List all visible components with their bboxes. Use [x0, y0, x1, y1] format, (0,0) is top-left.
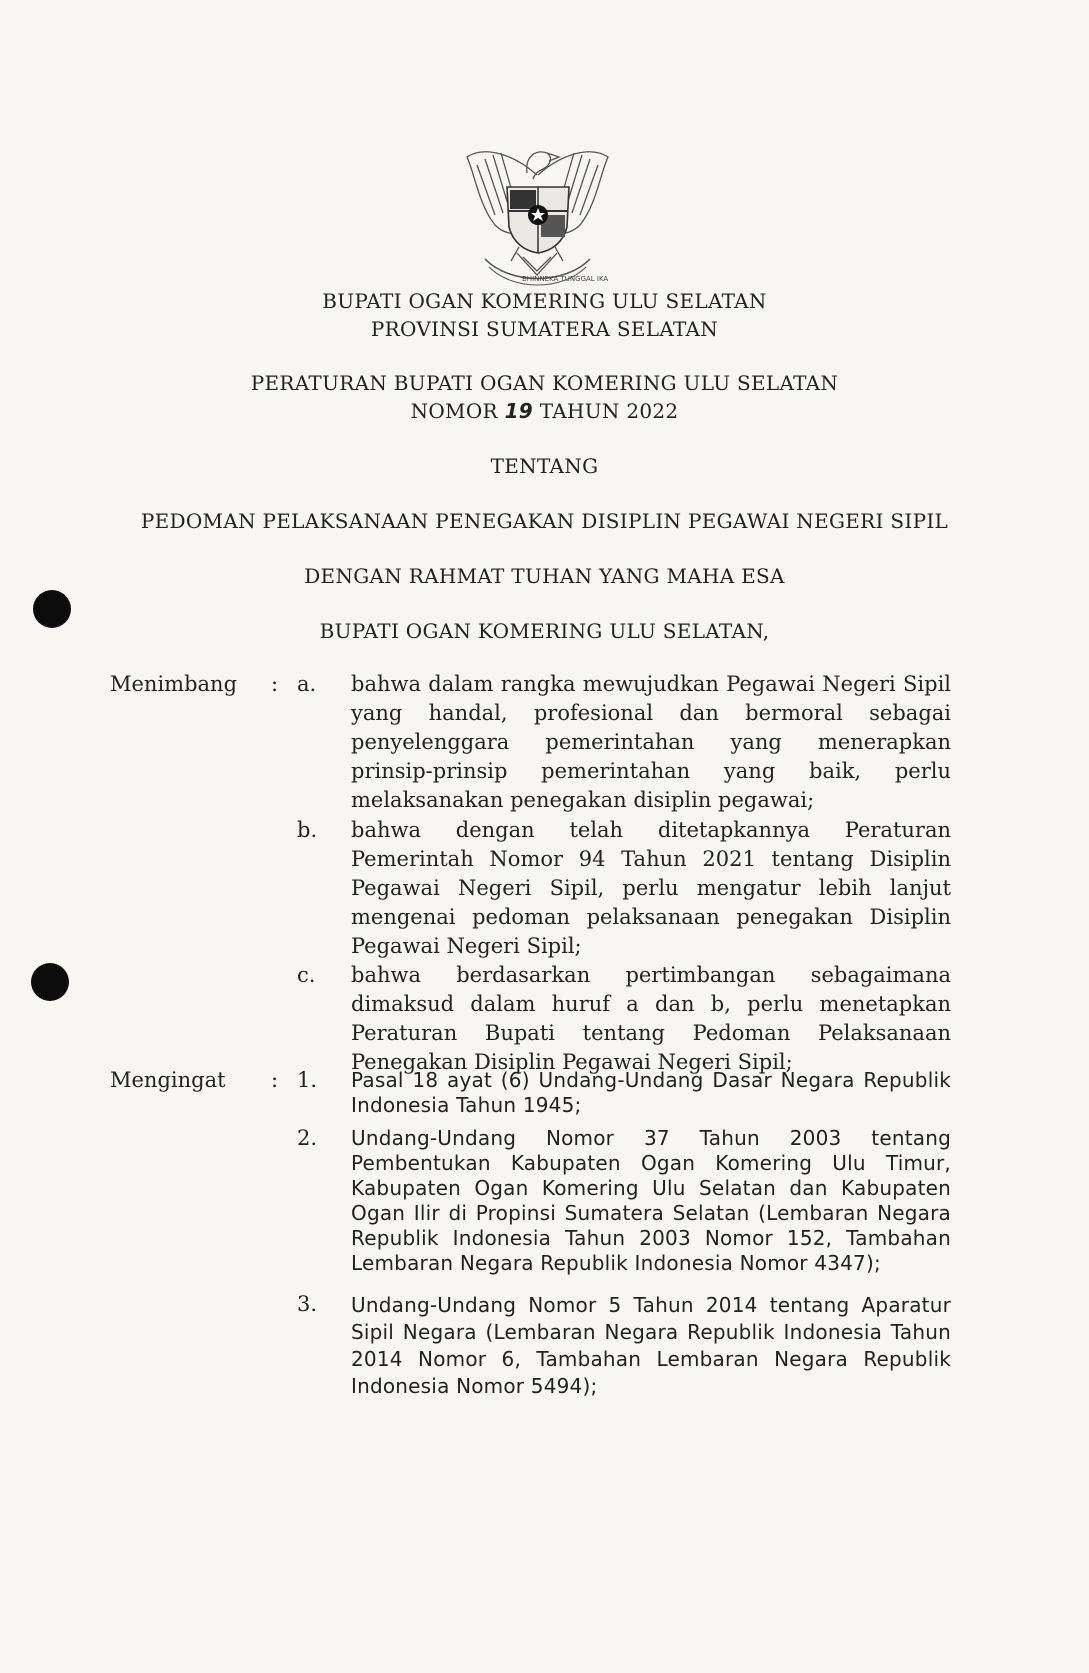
punch-hole [33, 590, 71, 628]
nomor-prefix: NOMOR [410, 399, 498, 423]
menimbang-label: Menimbang [110, 672, 238, 696]
mengingat-item-marker: 1. [297, 1068, 318, 1092]
regulation-title: PERATURAN BUPATI OGAN KOMERING ULU SELATAN [250, 371, 839, 395]
menimbang-item-marker: c. [297, 963, 316, 987]
mengingat-label: Mengingat [110, 1068, 226, 1092]
regulation-subject: PEDOMAN PELAKSANAAN PENEGAKAN DISIPLIN PEGAWAI NEGERI SIPIL [140, 509, 949, 533]
header-line-bupati: BUPATI OGAN KOMERING ULU SELATAN [322, 289, 767, 313]
mengingat-item-text: Undang-Undang Nomor 5 Tahun 2014 tentang Aparatur Sipil Negara (Lembaran Negara Republik Indonesia Tahun 2014 Nomor 6, Tambahan Lembaran Negara Republik Indonesia Nomor 5494); [351, 1293, 951, 1398]
menimbang-item-marker: b. [297, 818, 318, 842]
mengingat-colon: : [271, 1068, 279, 1092]
mengingat-item-marker: 2. [297, 1126, 318, 1150]
mengingat-item-text: Pasal 18 ayat (6) Undang-Undang Dasar Negara Republik Indonesia Tahun 1945; [351, 1068, 951, 1117]
nomor-suffix: TAHUN 2022 [539, 399, 679, 423]
regulation-number [0, 399, 1089, 423]
mengingat-item-text: Undang-Undang Nomor 37 Tahun 2003 tentang Pembentukan Kabupaten Ogan Komering Ulu Timur, Kabupaten Ogan Komering Ulu Selatan dan Kabupaten Ogan Ilir di Propinsi Sumatera Selatan (Lembaran Negara Republik Indonesia Tahun 2003 Nomor 152, Tambahan Lembaran Negara Republik Indonesia Nomor 4347); [351, 1126, 951, 1275]
menimbang-item-text: bahwa berdasarkan pertimbangan sebagaimana dimaksud dalam huruf a dan b, perlu menetapkan Peraturan Bupati tentang Pedoman Pelaksanaan Penegakan Disiplin Pegawai Negeri Sipil; [351, 963, 951, 1074]
menimbang-item-text: bahwa dalam rangka mewujudkan Pegawai Negeri Sipil yang handal, profesional dan bermoral sebagai penyelenggara pemerintahan yang menerapkan prinsip-prinsip pemerintahan yang baik, perlu melaksanakan penegakan disiplin pegawai; [351, 672, 951, 812]
header-line-provinsi: PROVINSI SUMATERA SELATAN [370, 317, 719, 341]
nomor-number: 19 [504, 399, 534, 423]
rahmat-line: DENGAN RAHMAT TUHAN YANG MAHA ESA [304, 564, 785, 588]
menimbang-item-text: bahwa dengan telah ditetapkannya Peraturan Pemerintah Nomor 94 Tahun 2021 tentang Disiplin Pegawai Negeri Sipil, perlu mengatur lebih lanjut mengenai pedoman pelaksanaan penegakan Disiplin Pegawai Negeri Sipil; [351, 818, 951, 958]
menimbang-item-marker: a. [297, 672, 317, 696]
punch-hole [31, 963, 69, 1001]
svg-text:BHINNEKA TUNGGAL IKA: BHINNEKA TUNGGAL IKA [522, 275, 609, 283]
garuda-emblem-icon [455, 135, 620, 295]
menimbang-colon: : [271, 672, 279, 696]
mengingat-item-marker: 3. [297, 1292, 318, 1316]
tentang-label: TENTANG [490, 454, 599, 478]
bupati-line: BUPATI OGAN KOMERING ULU SELATAN, [319, 619, 770, 643]
